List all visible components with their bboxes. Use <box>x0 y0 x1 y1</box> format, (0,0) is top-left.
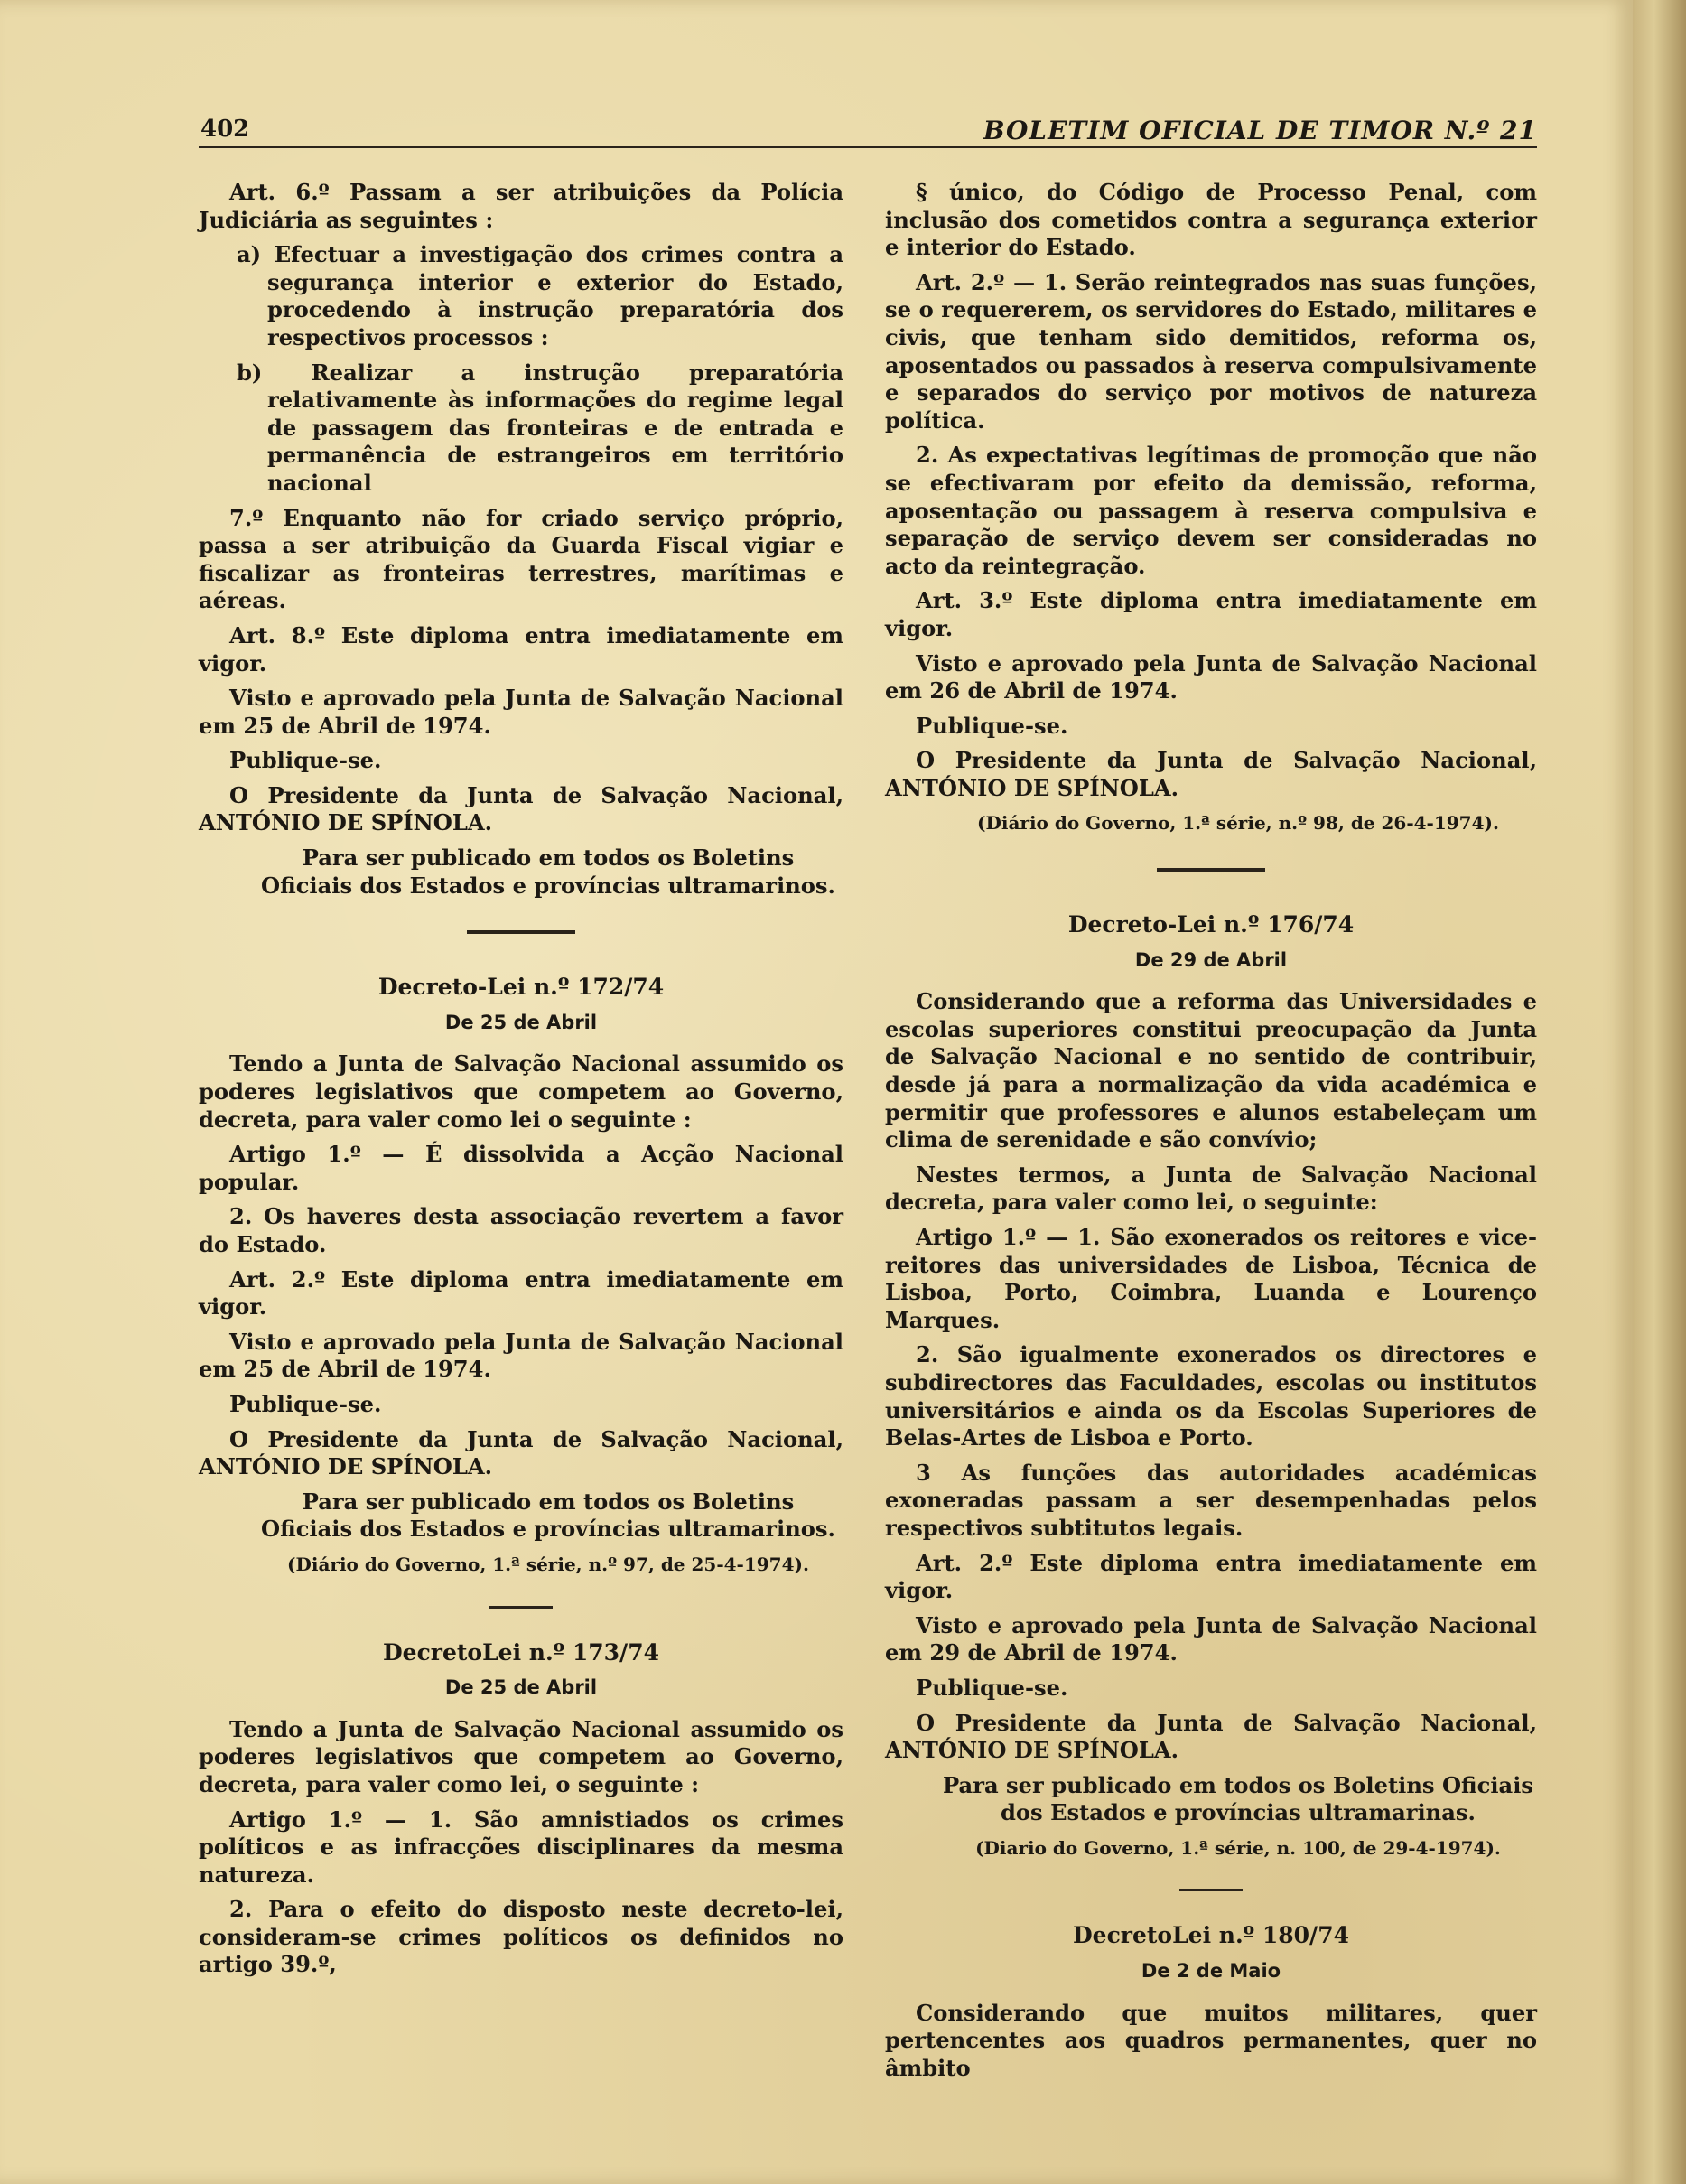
decree-173-art1-2: 2. Para o efeito do disposto neste decreto-lei, consideram-se crimes políticos os definidos no artigo 39.º, <box>199 1896 843 1978</box>
decree-176-art2: Art. 2.º Este diploma entra imediatamente em vigor. <box>885 1549 1537 1604</box>
art8: Art. 8.º Este diploma entra imediatamente em vigor. <box>199 621 843 677</box>
art2-2: 2. As expectativas legítimas de promoção que não se efectivaram por efeito da demissão, reforma, aposentação ou passagem à reserva compulsiva e separação de serviço devem ser consideradas no acto da reintegração. <box>885 442 1537 579</box>
decree-173-source: (Diário do Governo, 1.ª série, n.º 98, de 26-4-1974). <box>977 812 1499 835</box>
decree-176-publicado: Para ser publicado em todos os Boletins Oficiais dos Estados e províncias ultramarinas. <box>942 1771 1534 1826</box>
decree-176-publique: Publique-se. <box>916 1674 1068 1701</box>
left-column <box>199 179 843 1986</box>
decree-176-date: De 29 de Abril <box>1134 948 1288 971</box>
page-number: 402 <box>200 116 250 143</box>
decree-173-title: DecretoLei n.º 173/74 <box>383 1638 659 1666</box>
decree-172-art1-2: 2. Os haveres desta associação revertem a favor do Estado. <box>199 1203 843 1257</box>
publique: Publique-se. <box>916 712 1068 739</box>
decree-180-title: DecretoLei n.º 180/74 <box>1073 1922 1349 1949</box>
decree-172-source: (Diário do Governo, 1.ª série, n.º 97, de 25-4-1974). <box>287 1553 809 1575</box>
decree-176-title: Decreto-Lei n.º 176/74 <box>1067 911 1355 938</box>
decree-172-title: Decreto-Lei n.º 172/74 <box>377 974 665 1001</box>
decree-176-visto: Visto e aprovado pela Junta de Salvação Nacional em 29 de Abril de 1974. <box>885 1611 1537 1666</box>
presidente-1: O Presidente da Junta de Salvação Nacional, ANTÓNIO DE SPÍNOLA. <box>199 781 843 836</box>
decree-180-intro: Considerando que muitos militares, quer pertencentes aos quadros permanentes, quer no âmbito <box>885 1999 1537 2081</box>
visto-1: Visto e aprovado pela Junta de Salvação Nacional em 25 de Abril de 1974. <box>199 685 843 739</box>
decree-176-termos: Nestes termos, a Junta de Salvação Nacional decreta, para valer como lei, o seguinte: <box>885 1161 1537 1216</box>
section-separator <box>1157 868 1265 872</box>
item-b: b) Realizar a instrução preparatória relativamente às informações do regime legal de passagem das fronteiras e de entrada e permanência de estrangeiros em território nacional <box>237 359 843 496</box>
continuation: § único, do Código de Processo Penal, com inclusão dos cometidos contra a segurança exterior e interior do Estado. <box>885 179 1537 261</box>
art2-1: Art. 2.º — 1. Serão reintegrados nas suas funções, se o requererem, os servidores do Estado, militares e civis, que tenham sido demitidos, reforma os, aposentados ou passados à reserva compulsivamente e separados do serviço por motivos de natureza política. <box>885 268 1537 434</box>
decree-176-source: (Diario do Governo, 1.ª série, n. 100, de 29-4-1974). <box>975 1836 1501 1859</box>
section-separator <box>467 930 575 934</box>
decree-176-art1-2: 2. São igualmente exonerados os directores e subdirectores das Faculdades, escolas ou institutos universitários e ainda os da Escolas Superiores de Belas-Artes de Lisboa e Porto. <box>885 1341 1537 1451</box>
art6-intro: Art. 6.º Passam a ser atribuições da Polícia Judiciária as seguintes : <box>199 179 843 233</box>
art3: Art. 3.º Este diploma entra imediatamente em vigor. <box>885 587 1537 641</box>
art7: 7.º Enquanto não for criado serviço próprio, passa a ser atribuição da Guarda Fiscal vigiar e fiscalizar as fronteiras terrestres, marítimas e aéreas. <box>199 504 843 614</box>
header-rule <box>199 146 1537 148</box>
decree-172-date: De 25 de Abril <box>444 1011 598 1033</box>
decree-172-presidente: O Presidente da Junta de Salvação Nacional, ANTÓNIO DE SPÍNOLA. <box>199 1425 843 1480</box>
decree-176-art1-3: 3 As funções das autoridades académicas exoneradas passam a ser desempenhadas pelos respectivos subtitutos legais. <box>885 1459 1537 1541</box>
decree-176-art1: Artigo 1.º — 1. São exonerados os reitores e vice-reitores das universidades de Lisboa, Técnica de Lisboa, Porto, Coimbra, Luanda e Lourenço Marques. <box>885 1224 1537 1333</box>
decree-180-date: De 2 de Maio <box>1141 1960 1281 1983</box>
decree-172-publique: Publique-se. <box>229 1390 382 1417</box>
page-fold-edge <box>1633 0 1686 2184</box>
decree-172-intro: Tendo a Junta de Salvação Nacional assumido os poderes legislativos que competem ao Governo, decreta, para valer como lei o seguinte : <box>199 1050 843 1133</box>
item-a: a) Efectuar a investigação dos crimes contra a segurança interior e exterior do Estado, procedendo à instrução preparatória dos respectivos processos : <box>237 241 843 350</box>
decree-173-intro: Tendo a Junta de Salvação Nacional assumido os poderes legislativos que competem ao Governo, decreta, para valer como lei, o seguinte : <box>199 1715 843 1797</box>
publicado-1: Para ser publicado em todos os Boletins Oficiais dos Estados e províncias ultramarinos. <box>261 845 835 899</box>
section-separator <box>1179 1889 1243 1891</box>
section-separator <box>489 1606 553 1609</box>
visto: Visto e aprovado pela Junta de Salvação Nacional em 26 de Abril de 1974. <box>885 649 1537 705</box>
decree-172-publicado: Para ser publicado em todos os Boletins Oficiais dos Estados e províncias ultramarinos. <box>261 1488 835 1543</box>
publique-1: Publique-se. <box>229 747 382 774</box>
decree-172-art2: Art. 2.º Este diploma entra imediatamente em vigor. <box>199 1265 843 1321</box>
decree-172-art1: Artigo 1.º — É dissolvida a Acção Nacional popular. <box>199 1141 843 1195</box>
decree-173-date: De 25 de Abril <box>444 1676 598 1699</box>
decree-173-art1: Artigo 1.º — 1. São amnistiados os crimes políticos e as infracções disciplinares da mesma natureza. <box>199 1806 843 1888</box>
presidente: O Presidente da Junta de Salvação Nacional, ANTÓNIO DE SPÍNOLA. <box>885 747 1537 801</box>
decree-176-intro: Considerando que a reforma das Universidades e escolas superiores constitui preocupação da Junta de Salvação Nacional e no sentido de contribuir, desde já para a normalização da vida académica e permitir que professores e alunos estabeleçam um clima de serenidade e são convívio; <box>885 988 1537 1153</box>
decree-176-presidente: O Presidente da Junta de Salvação Nacional, ANTÓNIO DE SPÍNOLA. <box>885 1709 1537 1764</box>
decree-172-visto: Visto e aprovado pela Junta de Salvação Nacional em 25 de Abril de 1974. <box>199 1328 843 1383</box>
publication-title: BOLETIM OFICIAL DE TIMOR N.º 21 <box>983 116 1537 145</box>
right-column <box>885 179 1537 2089</box>
